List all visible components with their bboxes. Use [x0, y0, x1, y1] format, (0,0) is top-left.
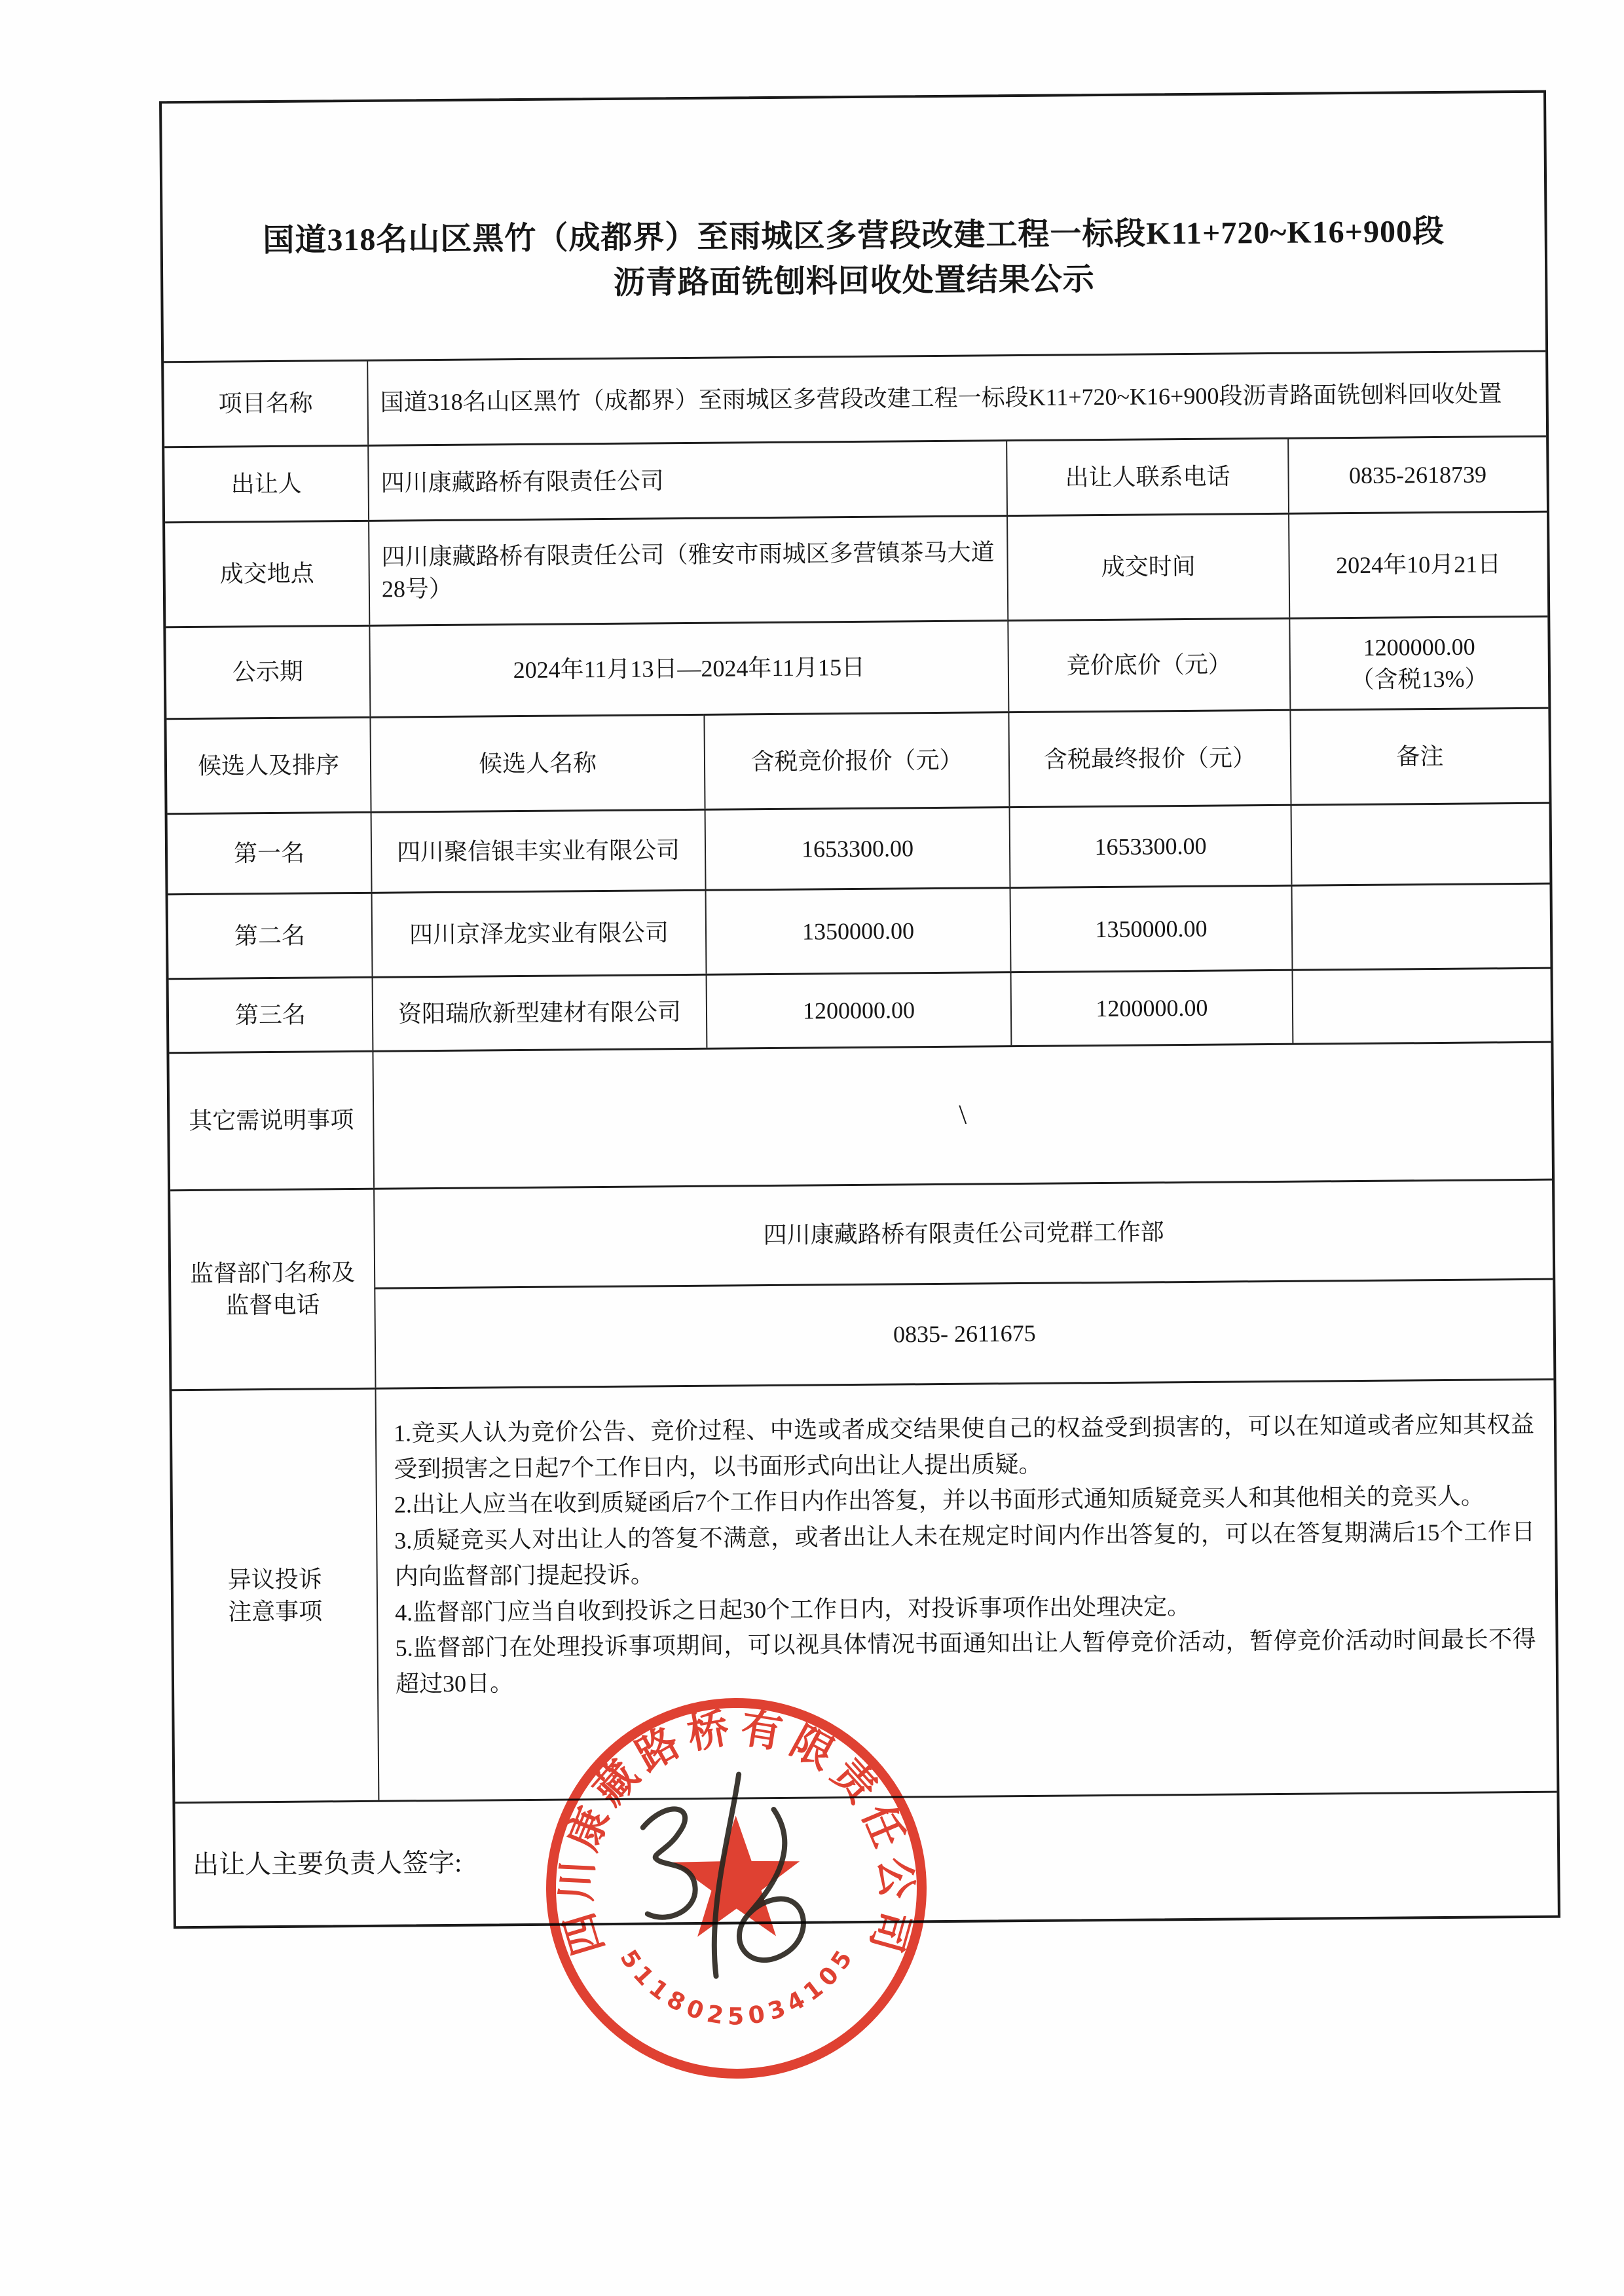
candidate-1-remark — [1291, 802, 1550, 885]
supervision-label-line2: 监督电话 — [225, 1291, 320, 1319]
transferor-label: 出让人 — [164, 445, 368, 521]
other-notes-value: \ — [372, 1041, 1552, 1188]
transferor-phone-label: 出让人联系电话 — [1006, 437, 1288, 515]
candidate-3-name: 资阳瑞欣新型建材有限公司 — [372, 974, 707, 1050]
candidate-2-rank: 第二名 — [168, 892, 372, 978]
table-grid — [162, 93, 1558, 1926]
objection-item-4: 4.监督部门应当自收到投诉之日起30个工作日内，对投诉事项作出处理决定。 — [395, 1593, 1191, 1626]
objection-label-line1: 异议投诉 — [227, 1566, 322, 1593]
candidates-header-rank: 候选人及排序 — [166, 716, 370, 813]
objection-item-1: 1.竞买人认为竞价公告、竞价过程、中选或者成交结果使自己的权益受到损害的，可以在知道或者应知其权益受到损害之日起7个工作日内，以书面形式向出让人提出质疑。 — [393, 1411, 1535, 1483]
supervision-dept-value: 四川康藏路桥有限责任公司党群工作部 — [373, 1179, 1553, 1287]
candidate-3-bid: 1200000.00 — [706, 971, 1011, 1048]
candidate-3-final: 1200000.00 — [1010, 969, 1293, 1045]
document-title — [162, 93, 1545, 361]
publicity-period-value: 2024年11月13日—2024年11月15日 — [369, 620, 1008, 716]
floor-price-amount: 1200000.00 — [1363, 633, 1475, 661]
candidate-1-rank: 第一名 — [168, 811, 371, 893]
publicity-period-label: 公示期 — [166, 625, 369, 718]
document-title-line2: 沥青路面铣刨料回收处置结果公示 — [613, 262, 1095, 301]
deal-time-value: 2024年10月21日 — [1288, 511, 1547, 618]
supervision-label — [170, 1188, 375, 1389]
candidates-header-name: 候选人名称 — [369, 714, 704, 811]
candidate-2-name: 四川京泽龙实业有限公司 — [371, 889, 706, 976]
candidates-header-final: 含税最终报价（元） — [1008, 709, 1290, 806]
signature-label: 出让人主要负责人签字: — [175, 1791, 1557, 1927]
objection-item-2: 2.出让人应当在收到质疑函后7个工作日内作出答复，并以书面形式通知质疑竞买人和其他相关的竞买人。 — [394, 1483, 1485, 1519]
company-seal — [531, 1690, 942, 2086]
other-notes-label: 其它需说明事项 — [169, 1050, 373, 1189]
objection-item-3: 3.质疑竞买人对出让人的答复不满意，或者出让人未在规定时间内作出答复的，可以在答复期满后15个工作日内向监督部门提起投诉。 — [394, 1519, 1536, 1590]
objection-label-line2: 注意事项 — [227, 1597, 323, 1625]
seal-company-text: 四川康藏路桥有限责任公司 — [553, 1705, 919, 1961]
candidate-1-bid: 1653300.00 — [705, 806, 1010, 889]
candidate-1-name: 四川聚信银丰实业有限公司 — [371, 809, 705, 892]
floor-price-value — [1289, 616, 1548, 709]
transferor-value: 四川康藏路桥有限责任公司 — [367, 439, 1006, 520]
floor-price-label: 竞价底价（元） — [1007, 618, 1289, 711]
transferor-phone-value: 0835-2618739 — [1287, 435, 1547, 513]
document-title-line1: 国道318名山区黑竹（成都界）至雨城区多营段改建工程一标段K11+720~K16+900段 — [263, 213, 1445, 258]
candidates-header-remark: 备注 — [1289, 707, 1549, 804]
candidate-2-remark — [1291, 883, 1550, 969]
deal-place-value: 四川康藏路桥有限责任公司（雅安市雨城区多营镇茶马大道28号） — [368, 515, 1007, 625]
supervision-phone-value: 0835- 2611675 — [374, 1278, 1553, 1388]
result-announcement-table — [159, 90, 1560, 2031]
floor-price-tax-note: （含税13%） — [1350, 665, 1488, 693]
deal-place-label: 成交地点 — [165, 520, 369, 626]
project-name-label: 项目名称 — [164, 360, 367, 446]
candidate-2-bid: 1350000.00 — [705, 887, 1010, 974]
objection-item-5: 5.监督部门在处理投诉事项期间，可以视具体情况书面通知出让人暂停竞价活动，暂停竞价活动时间最长不得超过30日。 — [395, 1626, 1536, 1697]
candidate-1-final: 1653300.00 — [1009, 804, 1291, 887]
candidate-3-remark — [1291, 967, 1551, 1043]
project-name-value: 国道318名山区黑竹（成都界）至雨城区多营段改建工程一标段K11+720~K16+900段沥青路面铣刨料回收处置 — [367, 350, 1546, 445]
candidates-header-bid: 含税竞价报价（元） — [703, 711, 1008, 809]
supervision-label-line1: 监督部门名称及 — [189, 1259, 356, 1287]
seal-code-text: 5118025034105 — [614, 1945, 858, 2031]
deal-time-label: 成交时间 — [1006, 513, 1289, 620]
objection-label — [172, 1388, 378, 1802]
candidate-2-final: 1350000.00 — [1009, 885, 1291, 971]
candidate-3-rank: 第三名 — [169, 976, 373, 1052]
